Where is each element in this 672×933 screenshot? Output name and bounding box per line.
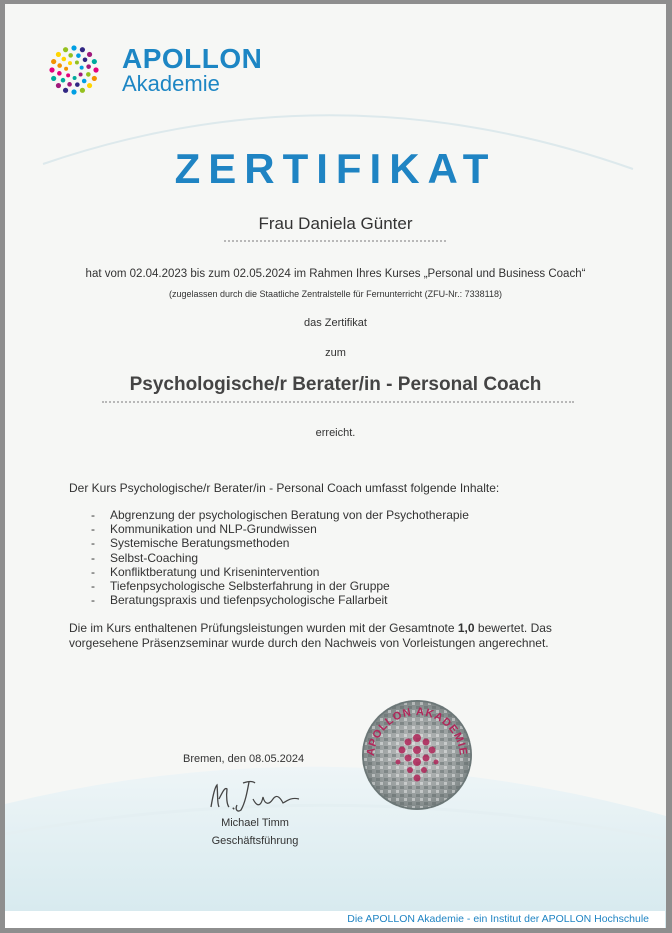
contents-item: - Abgrenzung der psychologischen Beratung von der Psychotherapie (91, 508, 469, 522)
contents-item: - Systemische Beratungsmethoden (91, 536, 469, 550)
license-text: (zugelassen durch die Staatliche Zentralstelle für Fernunterricht (ZFU-Nr.: 7338118) (169, 289, 502, 299)
logo-dot (57, 71, 62, 76)
logo-dot (80, 88, 85, 93)
signer-name: Michael Timm (221, 817, 289, 829)
contents-item: - Beratungspraxis und tiefenpsychologische Fallarbeit (91, 593, 469, 607)
logo-dot (71, 89, 76, 94)
logo-dot (51, 59, 56, 64)
place-date: Bremen, den 08.05.2024 (183, 753, 305, 765)
contents-list (91, 508, 469, 607)
seal-text: APOLLON AKADEMIE (364, 705, 470, 757)
logo-dot (62, 57, 67, 62)
logo-dot (93, 67, 98, 72)
contents-item: - Konfliktberatung und Krisenintervention (91, 565, 469, 579)
contents-item: - Selbst-Coaching (91, 551, 469, 565)
recipient-name: Frau Daniela Günter (258, 214, 413, 233)
brand-name (122, 44, 262, 96)
logo-dot (76, 53, 81, 58)
brand-main-text: APOLLON (122, 43, 263, 74)
logo-dot (71, 45, 76, 50)
hologram-seal-icon (360, 698, 474, 812)
logo-dot (49, 67, 54, 72)
certificate-page (5, 4, 666, 928)
logo-dot (86, 72, 91, 77)
contents-item: - Tiefenpsychologische Selbsterfahrung in der Gruppe (91, 579, 469, 593)
recipient-underline (224, 240, 446, 242)
logo-dot (92, 76, 97, 81)
logo-dot (51, 76, 56, 81)
signature-icon (203, 777, 303, 817)
contents-item: - Kommunikation und NLP-Grundwissen (91, 522, 469, 536)
logo-dot (73, 76, 77, 80)
result-text-before: Die im Kurs enthaltenen Prüfungsleistungen wurden mit der Gesamtnote (69, 621, 458, 635)
achieved-text: erreicht. (315, 427, 356, 439)
logo-dot (83, 58, 88, 63)
logo-dot (56, 52, 61, 57)
logo-dot (57, 63, 62, 68)
logo-dot (64, 67, 68, 71)
logo-dot (67, 82, 72, 87)
zum-text: zum (325, 347, 346, 359)
logo-dot (87, 52, 92, 57)
logo-dot (87, 83, 92, 88)
logo-dot (86, 64, 91, 69)
logo-dot (68, 53, 73, 58)
contents-intro: Der Kurs Psychologische/r Berater/in - Personal Coach umfasst folgende Inhalte: (69, 481, 500, 495)
logo-dot (68, 61, 72, 65)
certificate-word: das Zertifikat (304, 317, 367, 329)
brand-subtitle: Akademie (122, 71, 220, 96)
course-period-text: hat vom 02.04.2023 bis zum 02.05.2024 im Rahmen Ihres Kurses „Personal und Business Coach“ (85, 268, 586, 280)
logo-dot (75, 61, 79, 65)
course-underline (102, 401, 574, 403)
result-paragraph (69, 621, 604, 651)
logo-dot (75, 82, 80, 87)
logo-dot (92, 59, 97, 64)
result-text-after: bewertet. Das vorgesehene Präsenzseminar wurde durch den Nachweis von Vorleistungen angerechnet. (69, 621, 552, 650)
logo-dot (66, 73, 70, 77)
logo-dot (80, 47, 85, 52)
certificate-title: ZERTIFIKAT (174, 145, 497, 192)
signer-role: Geschäftsführung (211, 835, 299, 847)
logo-dot (61, 78, 66, 83)
logo-dot (79, 73, 83, 77)
logo-dot (63, 88, 68, 93)
apollon-logo-icon (49, 40, 99, 100)
final-grade: 1,0 (457, 621, 475, 635)
course-title: Psychologische/r Berater/in - Personal Coach (129, 374, 542, 395)
logo-dot (80, 66, 84, 70)
logo-dot (56, 83, 61, 88)
logo-dot (63, 47, 68, 52)
logo-dot (82, 79, 87, 84)
footer-text: Die APOLLON Akademie - ein Institut der APOLLON Hochschule (5, 911, 665, 928)
background-arc-decoration (5, 4, 666, 928)
